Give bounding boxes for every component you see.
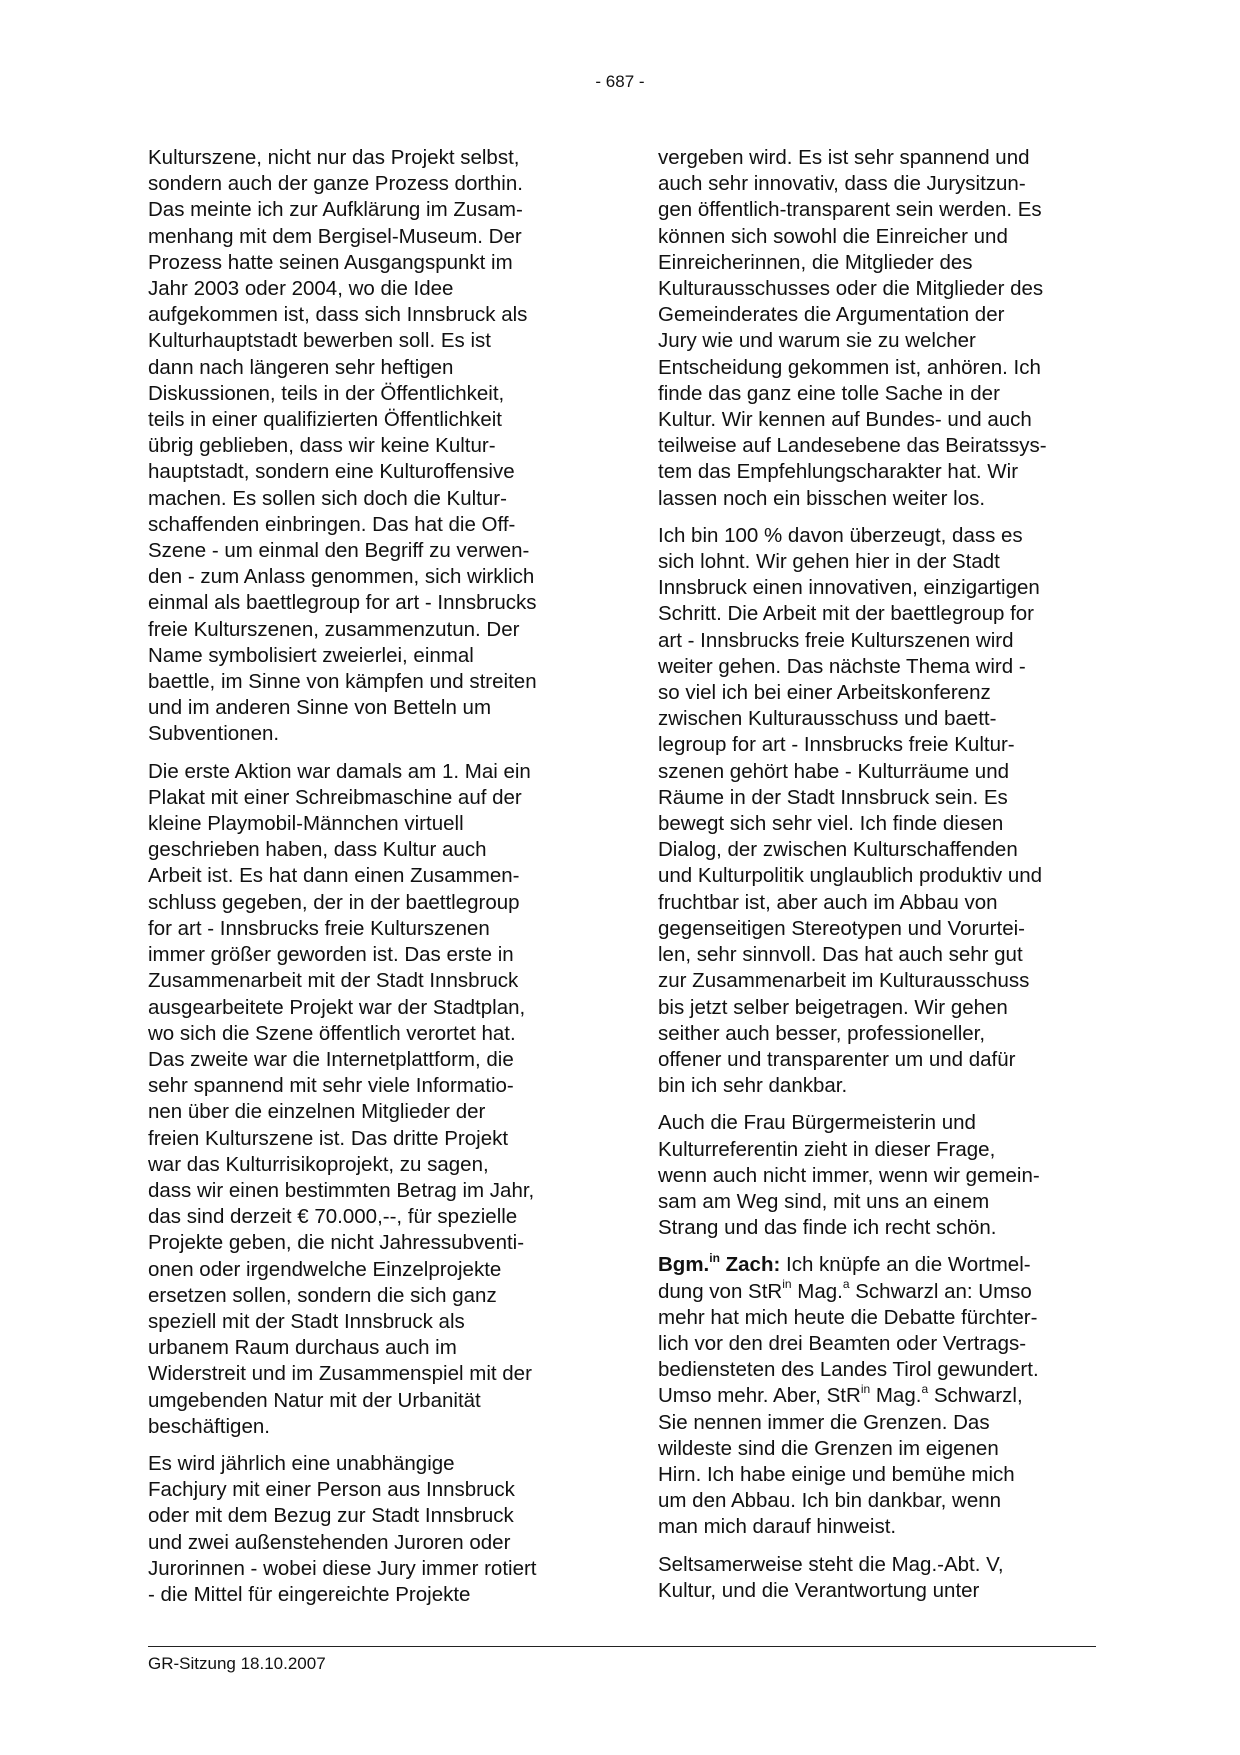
text-line: schaffenden einbringen. Das hat die Off- bbox=[148, 512, 516, 536]
text-run: Schwarzl, bbox=[928, 1384, 1023, 1408]
speaker-title: Bgm. bbox=[658, 1253, 710, 1277]
text-line: Gemeinderates die Argumentation der bbox=[658, 303, 1005, 327]
paragraph bbox=[148, 145, 588, 748]
text-line: - die Mittel für eingereichte Projekte bbox=[148, 1582, 471, 1606]
paragraph bbox=[658, 523, 1098, 1099]
text-line: zwischen Kulturausschuss und baett- bbox=[658, 707, 997, 731]
text-line: Jurorinnen - wobei diese Jury immer rotiert bbox=[148, 1556, 537, 1580]
text-line: Entscheidung gekommen ist, anhören. Ich bbox=[658, 355, 1041, 379]
superscript: in bbox=[782, 1276, 792, 1291]
text-line: len, sehr sinnvoll. Das hat auch sehr gut bbox=[658, 943, 1023, 967]
text-line: Sie nennen immer die Grenzen. Das bbox=[658, 1410, 990, 1434]
text-line: Prozess hatte seinen Ausgangspunkt im bbox=[148, 250, 513, 274]
text-line: Szene - um einmal den Begriff zu verwen- bbox=[148, 539, 530, 563]
text-line: dass wir einen bestimmten Betrag im Jahr, bbox=[148, 1178, 535, 1202]
text-line: gegenseitigen Stereotypen und Vorurtei- bbox=[658, 916, 1025, 940]
speaker-label bbox=[658, 1250, 781, 1277]
text-line: Kultur, und die Verantwortung unter bbox=[658, 1578, 980, 1602]
text-line: baettle, im Sinne von kämpfen und streiten bbox=[148, 670, 537, 694]
text-line: so viel ich bei einer Arbeitskonferenz bbox=[658, 681, 991, 705]
text-line: Dialog, der zwischen Kulturschaffenden bbox=[658, 838, 1018, 862]
text-line: bewegt sich sehr viel. Ich finde diesen bbox=[658, 812, 1004, 836]
text-line: legroup for art - Innsbrucks freie Kultur- bbox=[658, 733, 1015, 757]
text-line: teils in einer qualifizierten Öffentlichkeit bbox=[148, 408, 502, 432]
text-line: Kultur. Wir kennen auf Bundes- und auch bbox=[658, 408, 1032, 432]
text-line: Diskussionen, teils in der Öffentlichkeit, bbox=[148, 381, 505, 405]
text-line: hauptstadt, sondern eine Kulturoffensive bbox=[148, 460, 515, 484]
text-line: tem das Empfehlungscharakter hat. Wir bbox=[658, 460, 1019, 484]
speech-paragraph bbox=[658, 1252, 1098, 1540]
text-line: war das Kulturrisikoprojekt, zu sagen, bbox=[148, 1152, 489, 1176]
text-line bbox=[658, 1383, 1098, 1409]
text-line: bin ich sehr dankbar. bbox=[658, 1074, 848, 1098]
right-column bbox=[658, 145, 1098, 1615]
text-run: Mag. bbox=[870, 1384, 922, 1408]
text-line: Arbeit ist. Es hat dann einen Zusammen- bbox=[148, 864, 520, 888]
text-line: fruchtbar ist, aber auch im Abbau von bbox=[658, 890, 998, 914]
text-line: dann nach längeren sehr heftigen bbox=[148, 355, 454, 379]
paragraph bbox=[148, 759, 588, 1440]
text-line: mehr hat mich heute die Debatte fürchter- bbox=[658, 1305, 1038, 1329]
text-line: Die erste Aktion war damals am 1. Mai ein bbox=[148, 759, 531, 783]
superscript: in bbox=[709, 1250, 720, 1265]
text-line: wenn auch nicht immer, wenn wir gemein- bbox=[658, 1163, 1040, 1187]
text-line: schluss gegeben, der in der baettlegroup bbox=[148, 890, 520, 914]
text-line: freie Kulturszenen, zusammenzutun. Der bbox=[148, 617, 520, 641]
text-line: menhang mit dem Bergisel-Museum. Der bbox=[148, 224, 522, 248]
text-line: speziell mit der Stadt Innsbruck als bbox=[148, 1309, 465, 1333]
text-line bbox=[658, 1252, 1098, 1278]
text-line: for art - Innsbrucks freie Kulturszenen bbox=[148, 916, 490, 940]
text-line: zur Zusammenarbeit im Kulturausschuss bbox=[658, 969, 1030, 993]
text-line: und zwei außenstehenden Juroren oder bbox=[148, 1530, 511, 1554]
text-line: seither auch besser, professioneller, bbox=[658, 1021, 986, 1045]
paragraph bbox=[658, 1110, 1098, 1241]
text-line: und Kulturpolitik unglaublich produktiv und bbox=[658, 864, 1043, 888]
text-line: Zusammenarbeit mit der Stadt Innsbruck bbox=[148, 969, 519, 993]
footer-divider bbox=[148, 1646, 1096, 1647]
text-line: das sind derzeit € 70.000,--, für spezielle bbox=[148, 1205, 518, 1229]
text-line: aufgekommen ist, dass sich Innsbruck als bbox=[148, 303, 528, 327]
paragraph bbox=[658, 145, 1098, 512]
text-line: Kulturszene, nicht nur das Projekt selbst, bbox=[148, 146, 520, 169]
text-line: sondern auch der ganze Prozess dorthin. bbox=[148, 172, 523, 196]
text-line: szenen gehört habe - Kulturräume und bbox=[658, 759, 1010, 783]
text-line: Jury wie und warum sie zu welcher bbox=[658, 329, 976, 353]
text-line: weiter gehen. Das nächste Thema wird - bbox=[658, 654, 1026, 678]
text-line: Strang und das finde ich recht schön. bbox=[658, 1216, 997, 1240]
text-line: offener und transparenter um und dafür bbox=[658, 1047, 1016, 1071]
text-line: Fachjury mit einer Person aus Innsbruck bbox=[148, 1478, 515, 1502]
text-line: urbanem Raum durchaus auch im bbox=[148, 1336, 457, 1360]
superscript: in bbox=[860, 1381, 871, 1396]
speaker-name: Zach: bbox=[719, 1253, 781, 1277]
text-line: nen über die einzelnen Mitglieder der bbox=[148, 1100, 486, 1124]
text-line: lassen noch ein bisschen weiter los. bbox=[658, 486, 986, 510]
text-run: dung von StR bbox=[658, 1279, 783, 1303]
text-line: man mich darauf hinweist. bbox=[658, 1515, 897, 1539]
text-line: kleine Playmobil-Männchen virtuell bbox=[148, 812, 464, 836]
text-line: vergeben wird. Es ist sehr spannend und bbox=[658, 146, 1030, 169]
text-line: freien Kulturszene ist. Das dritte Projekt bbox=[148, 1126, 509, 1150]
text-line: Kulturhauptstadt bewerben soll. Es ist bbox=[148, 329, 491, 353]
text-line: ersetzen sollen, sondern die sich ganz bbox=[148, 1283, 497, 1307]
text-line: können sich sowohl die Einreicher und bbox=[658, 224, 1008, 248]
text-line bbox=[658, 1276, 1098, 1305]
text-line: Kulturreferentin zieht in dieser Frage, bbox=[658, 1137, 996, 1161]
text-line: ausgearbeitete Projekt war der Stadtplan, bbox=[148, 995, 526, 1019]
text-line: Schritt. Die Arbeit mit der baettlegroup for bbox=[658, 602, 1035, 626]
text-line: geschrieben haben, dass Kultur auch bbox=[148, 838, 487, 862]
text-line: Subventionen. bbox=[148, 722, 280, 746]
text-line: übrig geblieben, dass wir keine Kultur- bbox=[148, 434, 496, 458]
text-line: Ich bin 100 % davon überzeugt, dass es bbox=[658, 523, 1023, 547]
text-line: bis jetzt selber beigetragen. Wir gehen bbox=[658, 995, 1008, 1019]
text-line: wo sich die Szene öffentlich verortet hat. bbox=[148, 1021, 516, 1045]
text-line: sich lohnt. Wir gehen hier in der Stadt bbox=[658, 550, 1000, 574]
text-line: finde das ganz eine tolle Sache in der bbox=[658, 381, 1000, 405]
text-line: Auch die Frau Bürgermeisterin und bbox=[658, 1111, 976, 1135]
text-line: Das meinte ich zur Aufklärung im Zusam- bbox=[148, 198, 523, 222]
text-line: Name symbolisiert zweierlei, einmal bbox=[148, 643, 474, 667]
text-run: Ich knüpfe an die Wortmel- bbox=[780, 1253, 1031, 1277]
text-line: Plakat mit einer Schreibmaschine auf der bbox=[148, 785, 522, 809]
text-line: Widerstreit und im Zusammenspiel mit der bbox=[148, 1362, 532, 1386]
text-line: umgebenden Natur mit der Urbanität bbox=[148, 1388, 481, 1412]
text-line: um den Abbau. Ich bin dankbar, wenn bbox=[658, 1489, 1002, 1513]
text-line: einmal als baettlegroup for art - Innsbrucks bbox=[148, 591, 537, 615]
text-line: lich vor den drei Beamten oder Vertrags- bbox=[658, 1331, 1027, 1355]
text-line: wildeste sind die Grenzen im eigenen bbox=[658, 1436, 999, 1460]
text-line: art - Innsbrucks freie Kulturszenen wird bbox=[658, 628, 1014, 652]
text-line: beschäftigen. bbox=[148, 1414, 270, 1438]
text-line: onen oder irgendwelche Einzelprojekte bbox=[148, 1257, 502, 1281]
text-line: Seltsamerweise steht die Mag.-Abt. V, bbox=[658, 1552, 1004, 1576]
text-line: immer größer geworden ist. Das erste in bbox=[148, 943, 514, 967]
text-line: sehr spannend mit sehr viele Informatio- bbox=[148, 1074, 514, 1098]
text-line: Innsbruck einen innovativen, einzigartigen bbox=[658, 576, 1040, 600]
text-line: oder mit dem Bezug zur Stadt Innsbruck bbox=[148, 1504, 514, 1528]
text-run: Umso mehr. Aber, StR bbox=[658, 1384, 861, 1408]
superscript: a bbox=[921, 1381, 929, 1396]
text-line: Einreicherinnen, die Mitglieder des bbox=[658, 250, 973, 274]
text-line: Projekte geben, die nicht Jahressubventi- bbox=[148, 1231, 525, 1255]
text-run: Mag. bbox=[791, 1279, 843, 1303]
text-line: und im anderen Sinne von Betteln um bbox=[148, 696, 492, 720]
text-line: Räume in der Stadt Innsbruck sein. Es bbox=[658, 785, 1008, 809]
page-number: - 687 - bbox=[595, 72, 645, 91]
text-run: Schwarzl an: Umso bbox=[849, 1279, 1032, 1303]
paragraph bbox=[658, 1552, 1098, 1604]
text-line: auch sehr innovativ, dass die Jurysitzun- bbox=[658, 172, 1026, 196]
footer-text: GR-Sitzung 18.10.2007 bbox=[148, 1654, 326, 1673]
text-line: bediensteten des Landes Tirol gewundert. bbox=[658, 1358, 1039, 1382]
text-line: Hirn. Ich habe einige und bemühe mich bbox=[658, 1462, 1015, 1486]
text-line: den - zum Anlass genommen, sich wirklich bbox=[148, 565, 535, 589]
text-line: Das zweite war die Internetplattform, die bbox=[148, 1047, 514, 1071]
superscript: a bbox=[842, 1276, 850, 1291]
text-line: Es wird jährlich eine unabhängige bbox=[148, 1451, 455, 1475]
paragraph bbox=[148, 1451, 588, 1608]
text-line: teilweise auf Landesebene das Beiratssys- bbox=[658, 434, 1047, 458]
text-line: Jahr 2003 oder 2004, wo die Idee bbox=[148, 277, 454, 301]
text-line: sam am Weg sind, mit uns an einem bbox=[658, 1189, 990, 1213]
text-line: machen. Es sollen sich doch die Kultur- bbox=[148, 486, 507, 510]
text-line: Kulturausschusses oder die Mitglieder des bbox=[658, 277, 1044, 301]
text-line: gen öffentlich-transparent sein werden. Es bbox=[658, 198, 1042, 222]
left-column bbox=[148, 145, 588, 1619]
